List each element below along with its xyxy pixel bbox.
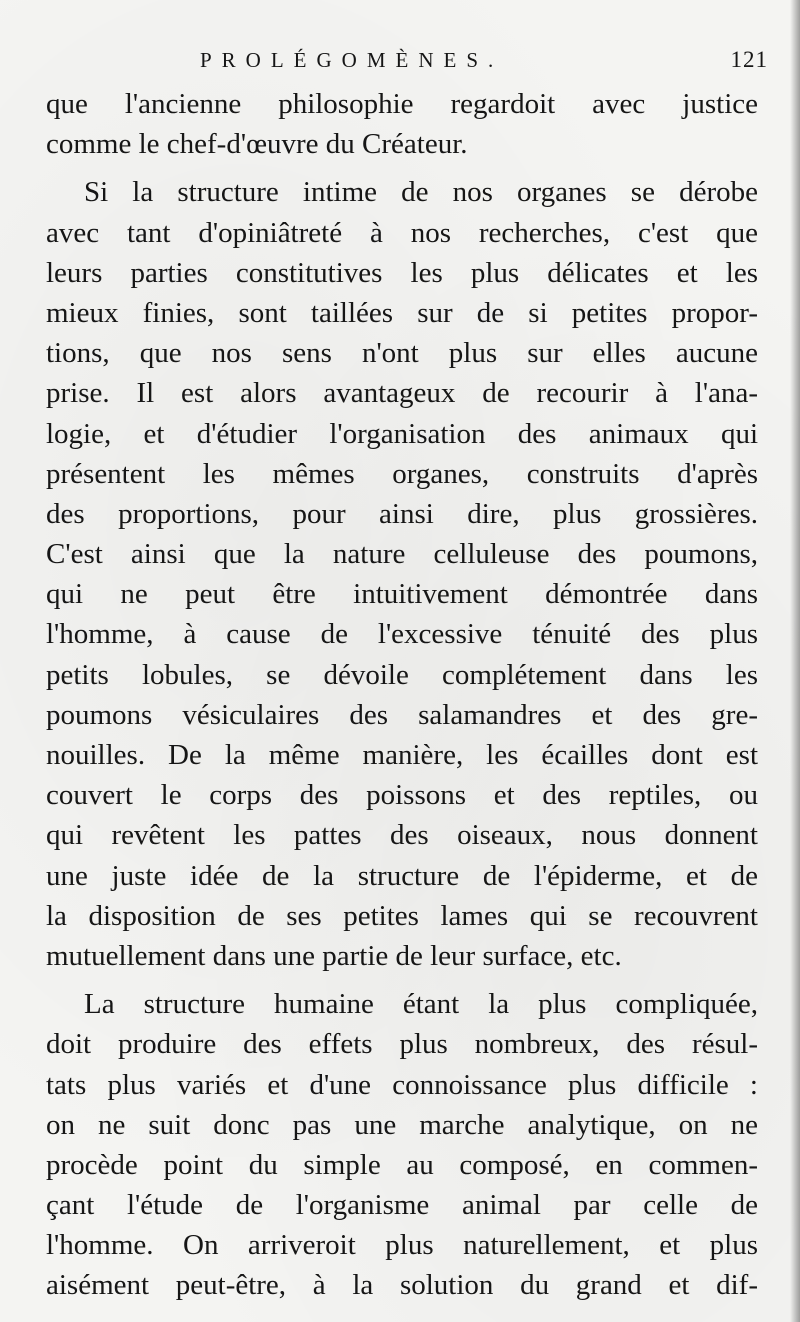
running-head: PROLÉGOMÈNES. xyxy=(200,48,504,72)
text-line: çant l'étude de l'organisme animal par celle de xyxy=(46,1189,758,1222)
page-edge-shadow xyxy=(790,0,800,1322)
text-line: tats plus variés et d'une connoissance plus difficile : xyxy=(46,1068,758,1101)
text-line: une juste idée de la structure de l'épiderme, et de xyxy=(46,859,758,892)
text-line: procède point du simple au composé, en commen- xyxy=(46,1148,758,1181)
text-line: logie, et d'étudier l'organisation des animaux qui xyxy=(46,417,758,450)
text-line: tions, que nos sens n'ont plus sur elles aucune xyxy=(46,337,758,370)
text-line: on ne suit donc pas une marche analytique, on ne xyxy=(46,1108,758,1141)
page-number: 121 xyxy=(730,47,768,72)
text-line: la disposition de ses petites lames qui se recouvrent xyxy=(46,899,758,932)
text-line: leurs parties constitutives les plus délicates et les xyxy=(46,256,758,289)
text-line: C'est ainsi que la nature celluleuse des poumons, xyxy=(46,538,758,571)
text-line: l'homme. On arriveroit plus naturellement, et plus xyxy=(46,1229,758,1262)
text-line: des proportions, pour ainsi dire, plus grossières. xyxy=(46,497,758,530)
paragraph-1 xyxy=(46,84,758,164)
text-line: doit produire des effets plus nombreux, des résul- xyxy=(46,1028,758,1061)
text-line: nouilles. De la même manière, les écailles dont est xyxy=(46,739,758,771)
text-line: aisément peut-être, à la solution du grand et dif- xyxy=(46,1269,758,1302)
text-line: qui revêtent les pattes des oiseaux, nous donnent xyxy=(46,819,758,852)
text-line: comme le chef-d'œuvre du Créateur. xyxy=(46,128,468,161)
page-header xyxy=(0,44,800,78)
text-line: mieux finies, sont taillées sur de si petites propor- xyxy=(46,296,758,329)
text-line: couvert le corps des poissons et des reptiles, ou xyxy=(46,779,758,812)
text-line: mutuellement dans une partie de leur surface, etc. xyxy=(46,939,622,972)
text-line: prise. Il est alors avantageux de recourir à l'ana- xyxy=(46,377,758,410)
text-line: qui ne peut être intuitivement démontrée dans xyxy=(46,578,758,611)
paragraph-2 xyxy=(46,172,758,976)
text-line: l'homme, à cause de l'excessive ténuité des plus xyxy=(46,618,758,651)
text-line: poumons vésiculaires des salamandres et des gre- xyxy=(46,698,758,731)
text-line: présentent les mêmes organes, construits d'après xyxy=(46,457,758,490)
text-line: que l'ancienne philosophie regardoit avec justice xyxy=(46,88,758,120)
body-text xyxy=(46,84,758,1306)
text-line: Si la structure intime de nos organes se dérobe xyxy=(84,176,758,209)
text-line: avec tant d'opiniâtreté à nos recherches, c'est que xyxy=(46,216,758,249)
text-line: La structure humaine étant la plus compliquée, xyxy=(84,988,758,1021)
text-line: petits lobules, se dévoile complétement dans les xyxy=(46,658,758,691)
paragraph-3 xyxy=(46,984,758,1306)
